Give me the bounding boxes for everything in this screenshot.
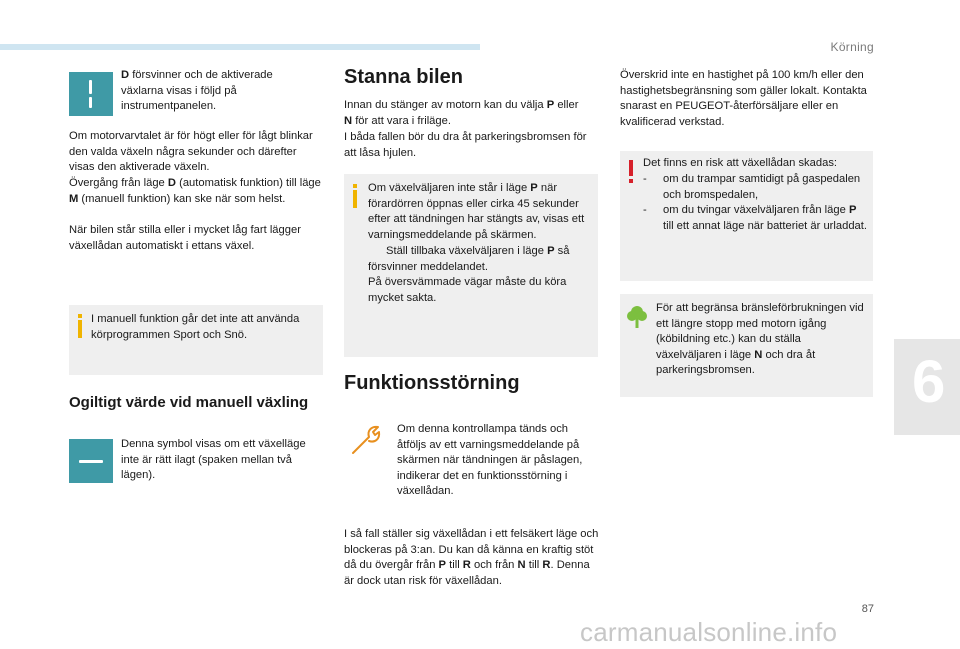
gear-display-icon [69,72,113,116]
chapter-number: 6 [912,348,946,415]
note-text: I manuell funktion går det inte att använda körprogrammen Sport och Snö. [91,313,300,341]
paragraph-standstill: När bilen står stilla eller i mycket låg fart lägger växellådan automatiskt i ettans växel. [69,224,301,252]
paragraph-rpm: Om motorvarvtalet är för högt eller för lågt blinkar den valda växeln några sekunder och därefter visas den aktiverade växeln. [69,130,313,174]
damage-warning-list [643,172,869,234]
damage-warning-intro: Det finns en risk att växellådan skadas: [643,157,838,169]
eco-tip-note [620,294,873,397]
eco-tip-text: För att begränsa bränsleförbrukningen vid ett längre stopp med motorn igång (köbildning etc.) kan du ställa växelväljaren i läge N och dra åt parkeringsbromsen. [656,302,864,377]
malfunction-heading: Funktionsstörning [344,372,520,394]
selector-note-text: Om växelväljaren inte står i läge P när förardörren öppnas eller cirka 45 sekunder efter att tändningen har stängts av, visas ett varningsmeddelande på skärmen. [368,182,585,241]
malfunction-text: Om denna kontrollampa tänds och åtföljs av ett varningsmeddelande på skärmen när tändningen är påslagen, indikerar det en funktionsstörning i växellådan. [397,423,583,498]
speed-limit-paragraph: Överskrid inte en hastighet på 100 km/h eller den hastighetsbegränsning som gäller lokalt. Kontakta snarast en PEUGEOT-återförsäljare eller en kvalificerad verkstad. [620,69,867,128]
invalid-gear-text: Denna symbol visas om ett växelläge inte är rätt ilagt (spaken mellan två lägen). [121,438,306,482]
stop-paragraph-1: Innan du stänger av motorn kan du välja P eller N för att vara i friläge. [344,99,579,127]
wrench-icon [349,423,383,457]
flooded-roads-text: På översvämmade vägar måste du köra mycket sakta. [368,276,567,304]
damage-warning-note [620,151,873,281]
invalid-value-heading: Ogiltigt värde vid manuell växling [69,394,309,411]
list-item: - om du trampar samtidigt på gaspedalen och bromspedalen, [643,173,861,201]
failsafe-paragraph: I så fall ställer sig växellådan i ett felsäkert läge och blockeras på 3:an. Du kan då känna en kraftig stöt då du övergår från P till R och från N till R. Denna är dock utan risk för växellådan. [344,528,599,587]
info-icon [353,184,357,204]
selector-note-bullet: Ställ tillbaka växelväljaren i läge P så försvinner meddelandet. [368,245,570,273]
page-number: 87 [861,603,874,615]
header-bar [0,44,480,50]
d-symbol-text: D försvinner och de aktiverade växlarna visas i följd på instrumentpanelen. [121,69,273,113]
list-item: - om du tvingar växelväljaren från läge P till ett annat läge när batteriet är urladdat. [643,204,867,232]
info-icon [78,314,82,334]
paragraph-mode-change: Övergång från läge D (automatisk funktion) till läge M (manuell funktion) kan ske när som helst. [69,177,321,205]
selector-warning-note [344,174,598,357]
manual-mode-note [69,305,323,375]
watermark: carmanualsonline.info [580,617,838,647]
chapter-tab [894,339,960,435]
warning-icon [629,160,633,184]
invalid-gear-icon [69,439,113,483]
stop-paragraph-2: I båda fallen bör du dra åt parkeringsbromsen för att låsa hjulen. [344,131,587,159]
stop-car-heading: Stanna bilen [344,66,463,88]
tree-eco-icon [626,304,648,330]
section-title: Körning [830,40,874,54]
